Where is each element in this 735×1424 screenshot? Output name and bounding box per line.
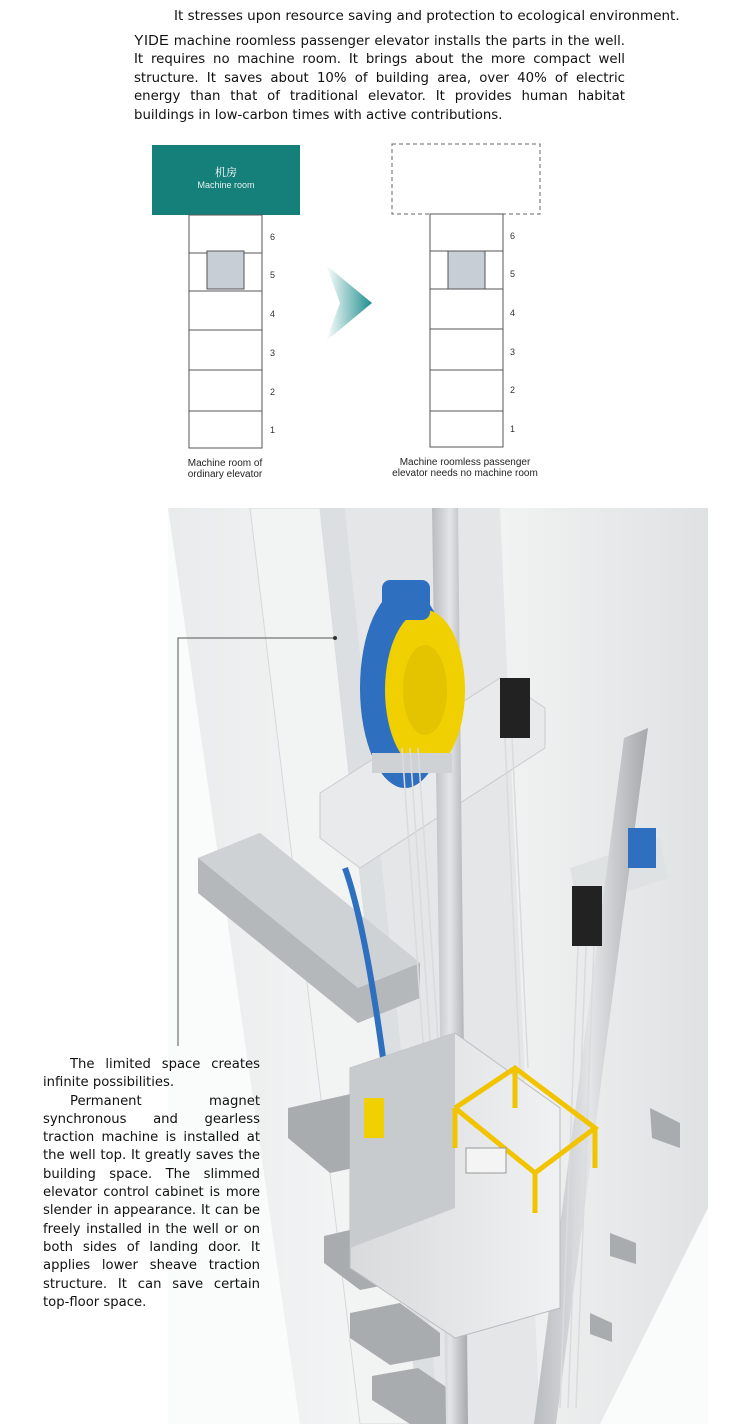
floor-label: 5	[510, 269, 516, 279]
floor-label: 2	[510, 385, 516, 395]
arrow-icon	[326, 265, 372, 341]
floor-label: 5	[270, 270, 276, 280]
floor-label: 4	[270, 309, 276, 319]
left-caption-line2: ordinary elevator	[187, 469, 263, 480]
roomless-elevator-shaft	[430, 214, 503, 447]
floor-label: 6	[270, 232, 276, 242]
side-description	[43, 1056, 260, 1312]
elevator-car	[448, 251, 485, 289]
machine-room-en-label: Machine room	[197, 180, 255, 190]
floor-label: 1	[270, 425, 276, 435]
intro-paragraph-text: machine roomless passenger elevator installs the parts in the well. It requires no machine room. It brings about the more compact well structure. It saves about 10% of building area, over 40% of electric energy than that of traditional elevator. It provides human habitat buildings in low-carbon times with active contributions.	[134, 34, 625, 123]
absent-machine-room	[392, 144, 540, 214]
brand-name: YIDE	[134, 33, 170, 49]
machine-room-cn-label: 机房	[215, 166, 237, 179]
ordinary-elevator-shaft	[189, 215, 262, 448]
right-caption-line1: Machine roomless passenger	[399, 457, 531, 468]
floor-label: 2	[270, 387, 276, 397]
floor-label: 3	[510, 347, 516, 357]
left-caption-line1: Machine room of	[187, 458, 263, 469]
floor-label: 3	[270, 348, 276, 358]
intro-line: It stresses upon resource saving and protection to ecological environment.	[174, 8, 680, 24]
floor-label: 1	[510, 424, 516, 434]
floor-label: 6	[510, 231, 516, 241]
floor-label: 4	[510, 308, 516, 318]
elevator-car	[207, 251, 244, 289]
comparison-diagram	[0, 0, 735, 500]
right-caption-line2: elevator needs no machine room	[392, 468, 538, 479]
left-caption	[150, 458, 300, 480]
right-caption	[375, 457, 555, 479]
side-paragraph-1: The limited space creates infinite possibilities.	[43, 1057, 260, 1091]
side-paragraph-2: Permanent magnet synchronous and gearless traction machine is installed at the well top. It greatly saves the building space. The slimmed elevator control cabinet is more slender in appearance. It can be freely installed in the well or on both sides of landing door. It applies lower sheave traction structure. It can save certain top-floor space.	[43, 1093, 260, 1310]
